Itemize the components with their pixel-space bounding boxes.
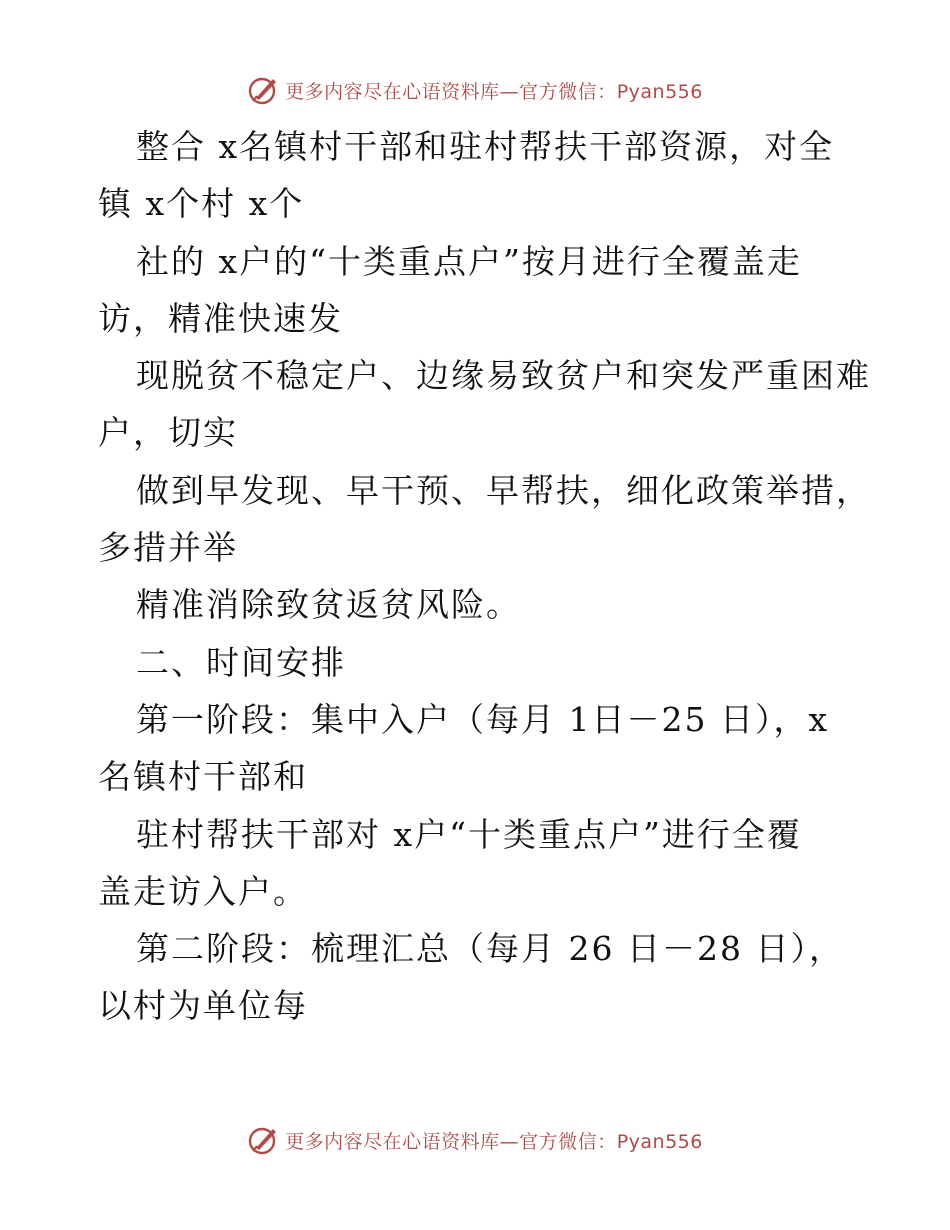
text-line: 镇 x个村 x个 — [98, 184, 305, 224]
text-line: 第二阶段：梳理汇总（每月 26 日－28 日）， — [136, 929, 844, 969]
quill-logo-icon — [247, 1124, 281, 1156]
watermark-header — [0, 74, 950, 106]
text-line: 以村为单位每 — [98, 986, 308, 1026]
text-line: 二、时间安排 — [136, 642, 346, 682]
text-line: 户，切实 — [98, 413, 238, 453]
text-line: 第一阶段：集中入户（每月 1日－25 日），x — [136, 699, 830, 739]
text-line: 盖走访入户。 — [98, 871, 308, 911]
text-line: 名镇村干部和 — [98, 757, 308, 797]
watermark-text: 更多内容尽在心语资料库—官方微信：Pyan556 — [285, 80, 703, 103]
text-line: 做到早发现、早干预、早帮扶，细化政策举措， — [136, 470, 871, 510]
document-body — [98, 118, 871, 1035]
text-line: 驻村帮扶干部对 x户“十类重点户”进行全覆 — [136, 814, 802, 854]
text-line: 现脱贫不稳定户、边缘易致贫户和突发严重困难 — [136, 356, 871, 396]
text-line: 多措并举 — [98, 528, 238, 568]
text-line: 社的 x户的“十类重点户”按月进行全覆盖走 — [136, 241, 802, 281]
watermark-footer — [0, 1124, 950, 1156]
text-line: 整合 x名镇村干部和驻村帮扶干部资源，对全 — [136, 127, 835, 166]
quill-logo-icon — [247, 74, 281, 106]
watermark-text: 更多内容尽在心语资料库—官方微信：Pyan556 — [285, 1130, 703, 1153]
text-line: 访，精准快速发 — [98, 298, 343, 338]
text-line: 精准消除致贫返贫风险。 — [136, 585, 521, 625]
